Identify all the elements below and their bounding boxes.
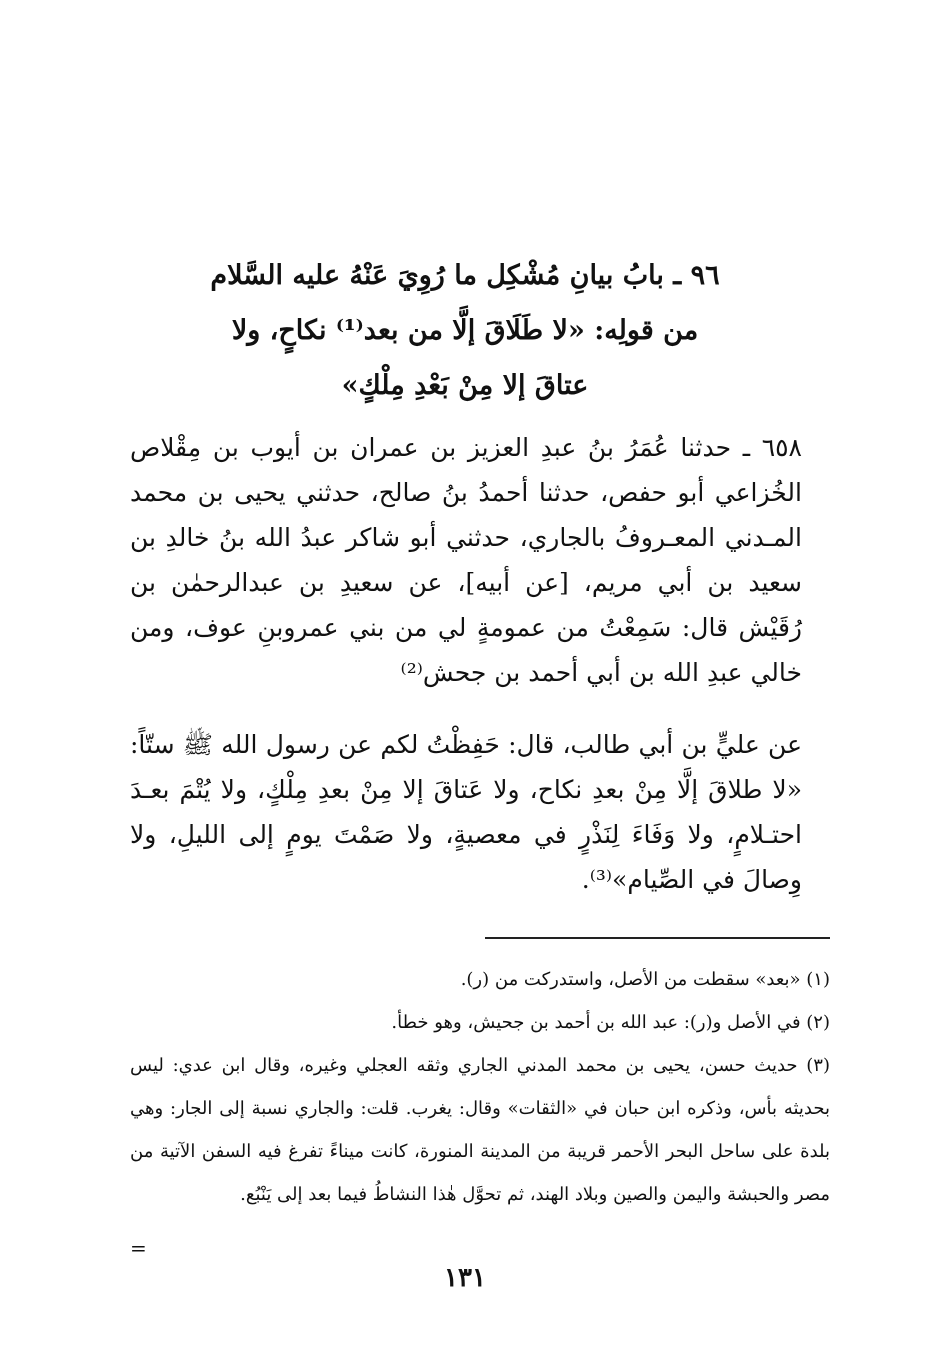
- footnote-1: (١) «بعد» سقطت من الأصل، واستدركت من (ر).: [460, 969, 830, 990]
- chapter-heading-line-2: من قولِه: «لا طَلَاقَ إلَّا من بعد⁽¹⁾ نكاحٍ، ولا: [231, 315, 699, 346]
- hadith-chain-paragraph: ٦٥٨ ـ حدثنا عُمَرُ بنُ عبدِ العزيز بن عمران بن أيوب بن مِقْلاص الخُزاعي أبو حفص، حدثنا أحمدُ بنُ صالح، حدثني يحيى بن محمد المـدني المعـروفُ بالجاري، حدثني أبو شاكر عبدُ الله بنُ خالدِ بن سعيد بن أبي مريم، [عن أبيه]، عن سعيدِ بن عبدالرحمٰن بن رُقَيْش قال: سَمِعْتُ من عمومةٍ لي من بني عمروبنِ عوف، ومن خالي عبدِ الله بن أبي أحمد بن جحش⁽²⁾: [130, 433, 803, 687]
- page-number: ١٣١: [444, 1263, 486, 1293]
- chapter-heading-line-1: ٩٦ ـ بابُ بيانِ مُشْكِل ما رُوِيَ عَنْهُ عليه السَّلام: [210, 260, 720, 291]
- continuation-mark: =: [130, 1236, 147, 1260]
- footnote-divider: [485, 937, 830, 939]
- footnotes: [130, 958, 830, 1216]
- footnote-2: (٢) في الأصل و(ر): عبد الله بن أحمد بن جحيش، وهو خطأ.: [391, 1012, 830, 1033]
- footnote-3: (٣) حديث حسن، يحيى بن محمد المدني الجاري وثقه العجلي وغيره، وقال ابن عدي: ليس بحديثه بأس، وذكره ابن حبان في «الثقات» وقال: يغرب. قلت: والجاري نسبة إلى الجار: وهي بلدة على ساحل البحر الأحمر قريبة من المدينة المنورة، كانت ميناءً تفرغ فيه السفن الآتية من مصر والحبشة واليمن والصين وبلاد الهند، ثم تحوَّل هٰذا النشاطُ فيما بعد إلى يَنْبُع.: [130, 1055, 830, 1205]
- chapter-heading-line-3: عتاقَ إلا مِنْ بَعْدِ مِلْكٍ»: [341, 370, 589, 401]
- chapter-heading: [135, 248, 795, 413]
- hadith-text-paragraph: عن عليٍّ بن أبي طالب، قال: حَفِظْتُ لكم عن رسول الله ﷺ ستّاً: «لا طلاقَ إلَّا مِنْ بعدِ نكاح، ولا عَتاقَ إلا مِنْ بعدِ مِلْكٍ، ولا يُتْمَ بعـدَ احتـلامٍ، ولا وَفَاءَ لِنَذْرٍ في معصيةٍ، ولا صَمْتَ يومٍ إلى الليلِ، ولا وِصالَ في الصِّيام»⁽³⁾.: [130, 730, 802, 894]
